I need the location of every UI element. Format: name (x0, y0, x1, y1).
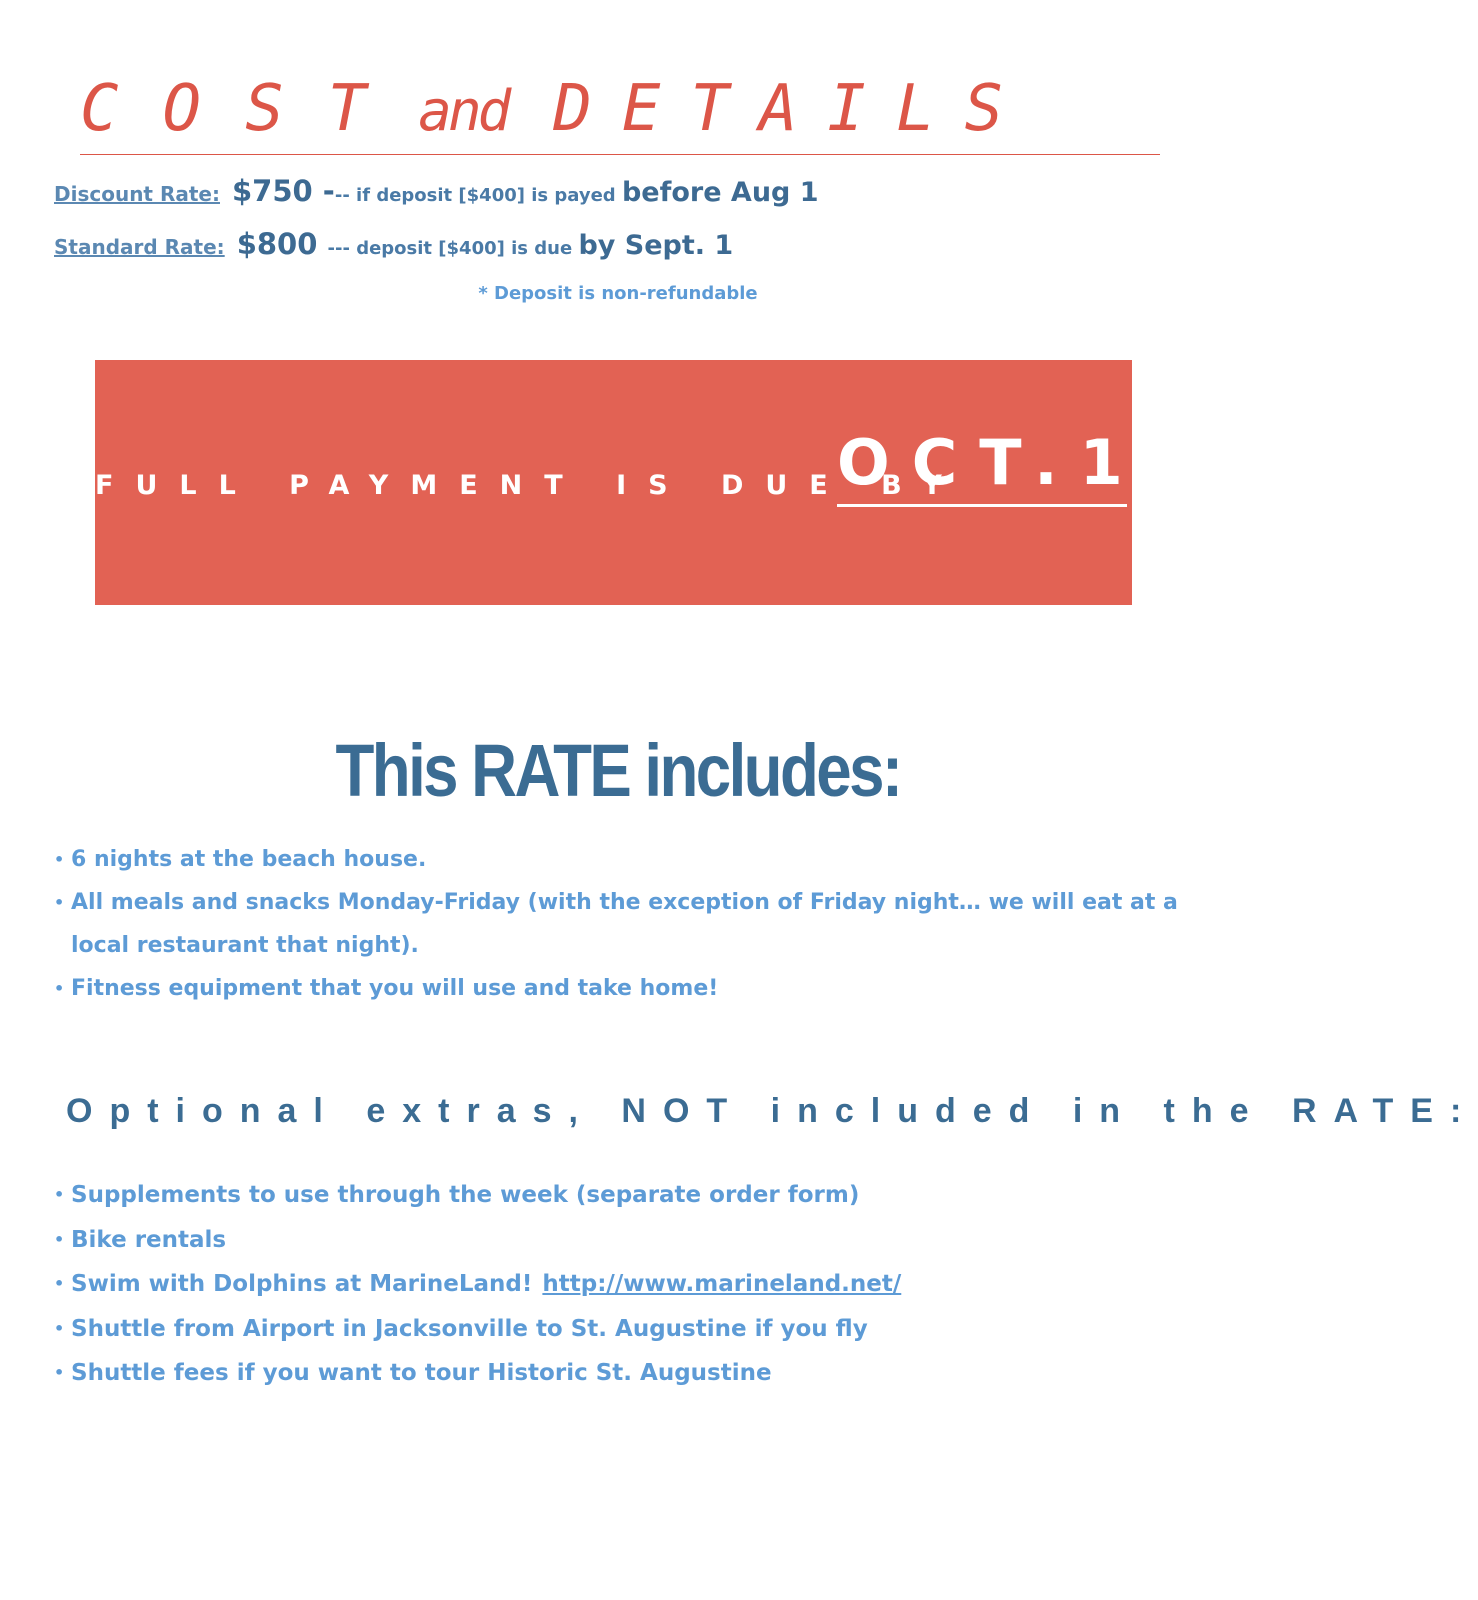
include-item-text: All meals and snacks Monday-Friday (with the exception of Friday night… we will eat at a local restaurant that night). (71, 890, 1178, 958)
title-word-details: DETAILS (553, 72, 1033, 146)
bullet-icon: • (54, 979, 65, 998)
includes-list (54, 838, 1181, 1010)
extras-heading: Optional extras, NOT included in the RATE: (66, 1092, 1478, 1130)
bullet-icon: • (54, 893, 65, 912)
extra-item-text: Shuttle fees if you want to tour Historic St. Augustine (71, 1360, 772, 1386)
standard-rate-detail: --- deposit [$400] is due (327, 238, 579, 259)
discount-rate-price: $750 (231, 174, 313, 208)
extra-item-text: Supplements to use through the week (separate order form) (71, 1182, 860, 1208)
page-title (80, 72, 1160, 154)
extra-item-text: Shuttle from Airport in Jacksonville to St. Augustine if you fly (71, 1315, 868, 1342)
standard-rate-gap (317, 227, 327, 261)
list-item (54, 1351, 1181, 1396)
discount-rate-before: before (621, 177, 722, 208)
list-item (54, 838, 1181, 881)
standard-rate-price: $800 (236, 227, 318, 261)
title-underline (80, 154, 1160, 155)
bullet-icon: • (54, 1274, 65, 1293)
list-item (54, 1218, 1181, 1263)
standard-rate-by: by (578, 230, 616, 261)
extra-item-text: Bike rentals (71, 1226, 227, 1253)
bullet-icon: • (54, 1185, 65, 1204)
standard-rate-line (54, 227, 733, 261)
banner-due-date: OCT.1 (837, 426, 1145, 499)
discount-rate-line (54, 174, 819, 208)
includes-heading: This RATE includes: (335, 729, 901, 812)
list-item (54, 1307, 1181, 1352)
bullet-icon: • (54, 1229, 65, 1249)
list-item (54, 967, 1181, 1010)
include-item-text: Fitness equipment that you will use and take home! (71, 976, 719, 1001)
discount-rate-label: Discount Rate: (54, 182, 220, 206)
discount-rate-date: Aug 1 (721, 177, 819, 208)
deposit-note: * Deposit is non-refundable (478, 283, 758, 304)
list-item (54, 881, 1181, 967)
include-item-text: 6 nights at the beach house. (71, 847, 427, 872)
bullet-icon: • (54, 850, 65, 869)
discount-rate-detail: -- if deposit [$400] is payed (334, 185, 622, 206)
banner-message: FULL PAYMENT IS DUE BY (95, 470, 964, 501)
extras-list (54, 1173, 1181, 1396)
bullet-icon: • (54, 1318, 65, 1338)
marineland-link[interactable]: http://www.marineland.net/ (542, 1271, 902, 1297)
list-item (54, 1173, 1181, 1218)
bullet-icon: • (54, 1363, 65, 1382)
discount-rate-dash: - (312, 174, 335, 208)
banner-date-underline (837, 504, 1127, 507)
extra-item-text: Swim with Dolphins at MarineLand! (71, 1271, 533, 1297)
standard-rate-label: Standard Rate: (54, 235, 225, 259)
list-item (54, 1262, 1181, 1307)
standard-rate-date: Sept. 1 (615, 230, 734, 261)
title-word-and: and (418, 79, 508, 144)
title-word-cost: COST (80, 72, 411, 146)
payment-banner (95, 360, 1145, 605)
